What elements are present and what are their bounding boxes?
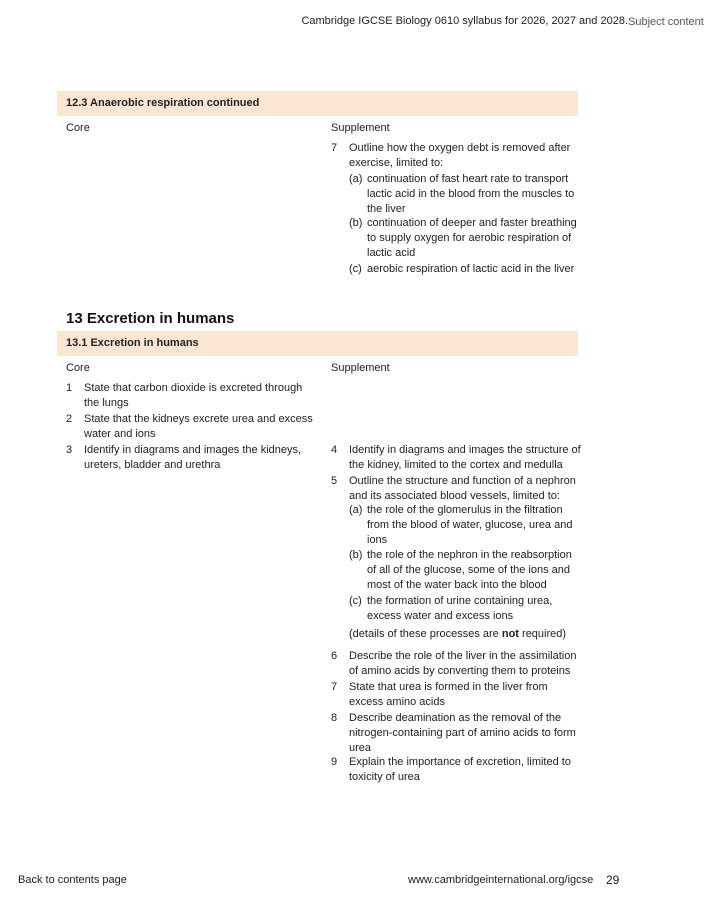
header-title: Cambridge IGCSE Biology 0610 syllabus for 2026, 2027 and 2028. bbox=[301, 15, 628, 27]
back-to-contents-link[interactable]: Back to contents page bbox=[18, 874, 127, 886]
core-column-heading-13: Core bbox=[66, 362, 90, 374]
running-header bbox=[301, 15, 704, 28]
supplement-column-heading-13: Supplement bbox=[331, 362, 390, 374]
supplement-column-heading: Supplement bbox=[331, 122, 390, 134]
objective-text: Outline how the oxygen debt is removed after exercise, limited to: bbox=[349, 142, 571, 169]
section-band-13-1: 13.1 Excretion in humans bbox=[57, 331, 578, 356]
website-link[interactable]: www.cambridgeinternational.org/igcse bbox=[408, 874, 594, 886]
objective-number: 7 bbox=[331, 142, 338, 154]
page-number: 29 bbox=[606, 873, 620, 887]
section-band-12-3: 12.3 Anaerobic respiration continued bbox=[57, 91, 578, 116]
chapter-title-13: 13 Excretion in humans bbox=[66, 310, 235, 327]
core-column-heading: Core bbox=[66, 122, 90, 134]
header-section: Subject content bbox=[628, 16, 704, 28]
details-note: (details of these processes are not required) bbox=[349, 628, 567, 640]
